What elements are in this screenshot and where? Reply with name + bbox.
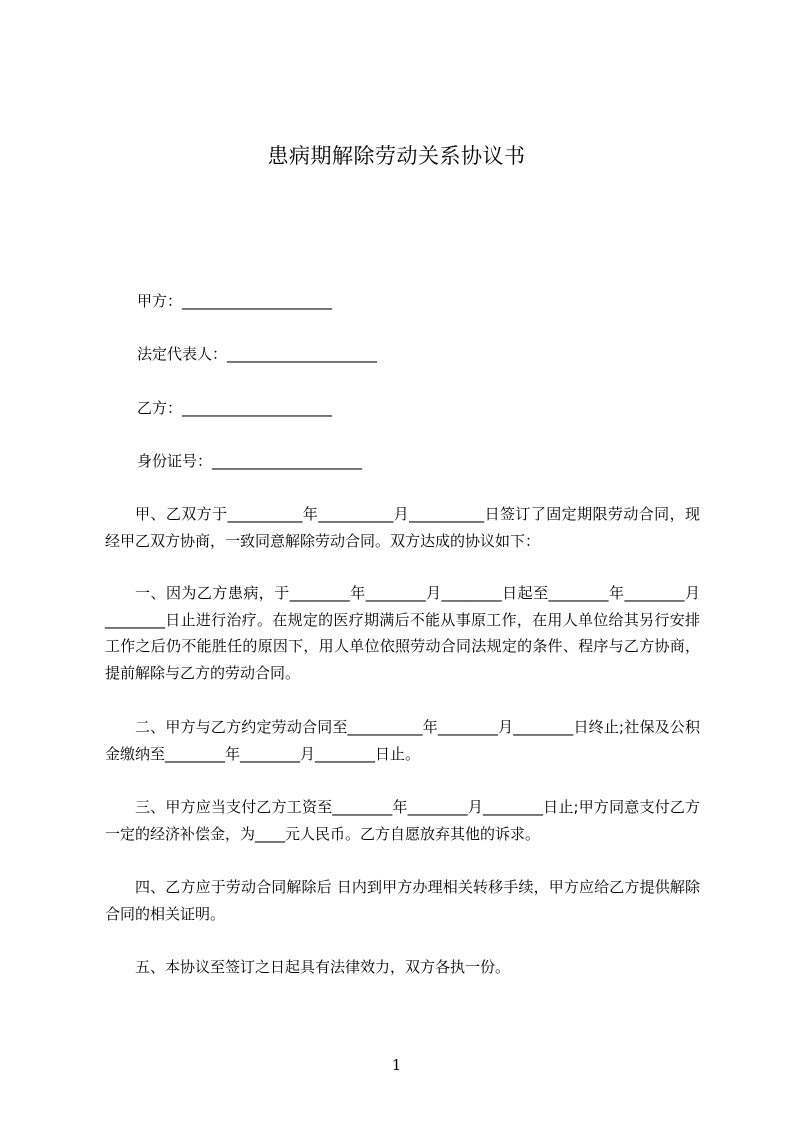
intro-paragraph: 甲、乙双方于__________年__________月__________日签订了固定期限劳动合同，现经甲乙双方协商，一致同意解除劳动合同。双方达成的协议如下： <box>105 505 700 550</box>
clause-5-paragraph: 五、本协议至签订之日起具有法律效力，双方各执一份。 <box>135 958 511 976</box>
legal-rep-field: 法定代表人：____________________ <box>137 345 378 363</box>
page-title: 患病期解除劳动关系协议书 <box>267 144 526 168</box>
clause-1-paragraph: 一、因为乙方患病，于________年________月________日起至________年________月________日止进行治疗。在规定的医疗期满后不能从事原工作，在用人单位给其另行安排工作之后仍不能胜任的原因下，用人单位依照劳动合同法规定的条件、程序与乙方协商，提前解除与乙方的劳动合同。 <box>105 584 700 682</box>
id-number-field: 身份证号：____________________ <box>137 452 363 470</box>
party-b-field: 乙方：____________________ <box>137 399 333 417</box>
page-number: 1 <box>391 1056 402 1074</box>
clause-3-paragraph: 三、甲方应当支付乙方工资至________年________月________日止;甲方同意支付乙方一定的经济补偿金，为____元人民币。乙方自愿放弃其他的诉求。 <box>105 798 700 843</box>
clause-4-paragraph: 四、乙方应于劳动合同解除后 日内到甲方办理相关转移手续，甲方应给乙方提供解除合同的相关证明。 <box>105 878 700 923</box>
party-a-field: 甲方：____________________ <box>137 292 333 310</box>
clause-2-paragraph: 二、甲方与乙方约定劳动合同至__________年________月________日终止;社保及公积金缴纳至________年________月________日止。 <box>105 718 700 763</box>
